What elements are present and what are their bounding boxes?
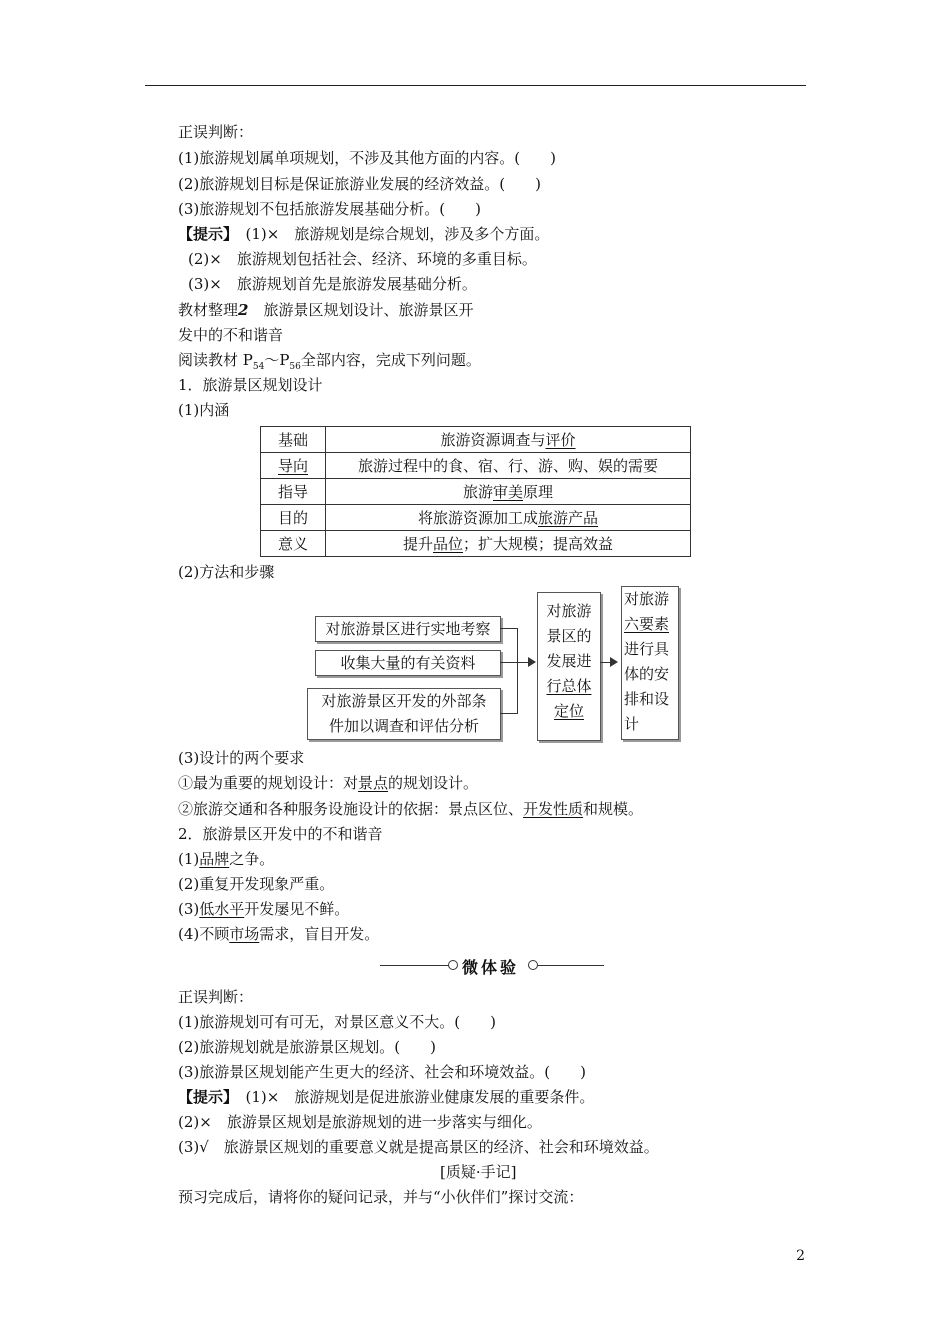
flow-line: 定位 bbox=[553, 702, 584, 720]
connector bbox=[500, 662, 530, 663]
flow-line: 六要素 bbox=[624, 615, 670, 633]
header-rule bbox=[145, 85, 806, 86]
notes-instruction: 预习完成后，请将你的疑问记录，并与“小伙伴们”探讨交流： bbox=[178, 1188, 584, 1206]
table-value bbox=[326, 453, 691, 479]
section-heading-post: 旅游景区规划设计、旅游景区开 bbox=[248, 301, 474, 319]
req1-underline: 景点 bbox=[358, 774, 389, 792]
req1-a: ①最为重要的规划设计：对 bbox=[178, 774, 359, 792]
d3-underline: 低水平 bbox=[199, 900, 245, 918]
req2-a: ②旅游交通和各种服务设施设计的依据：景点区位、 bbox=[178, 800, 524, 818]
table-key bbox=[261, 505, 326, 531]
connector bbox=[517, 628, 518, 714]
connotation-table bbox=[260, 426, 691, 557]
d1-a: (1) bbox=[178, 850, 200, 868]
table-row bbox=[261, 453, 691, 479]
flow-box-collect: 收集大量的有关资料 bbox=[315, 650, 501, 676]
hint-text: (1)× 旅游规划是综合规划，涉及多个方面。 bbox=[230, 225, 550, 243]
flow-box-external-l2: 件加以调查和评估分析 bbox=[328, 717, 479, 735]
section-heading bbox=[178, 300, 473, 320]
flow-line: 行总体 bbox=[546, 677, 592, 695]
item-1-heading: 1．旅游景区规划设计 bbox=[178, 376, 323, 394]
flow-line: 体的安 bbox=[624, 665, 670, 683]
question-2-1: (1)旅游规划可有可无，对景区意义不大。( ) bbox=[178, 1013, 496, 1031]
hint-tag-2: 【提示】 bbox=[178, 1088, 231, 1106]
table-key-text: 指导 bbox=[277, 483, 308, 501]
item-2-heading: 2．旅游景区开发中的不和谐音 bbox=[178, 825, 383, 843]
hint-1 bbox=[178, 224, 549, 244]
flow-line: 进行具 bbox=[624, 640, 670, 658]
flow-box-survey: 对旅游景区进行实地考察 bbox=[315, 616, 501, 642]
table-value-part: 旅游资源调查与 bbox=[440, 431, 546, 449]
reading-a: 阅读教材 P bbox=[178, 351, 253, 369]
table-value-part: 原理 bbox=[523, 483, 554, 501]
question-2-3: (3)旅游景区规划能产生更大的经济、社会和环境效益。( ) bbox=[178, 1063, 586, 1081]
hint-text-2: (1)× 旅游规划是促进旅游业健康发展的重要条件。 bbox=[230, 1088, 595, 1106]
divider-right bbox=[538, 965, 604, 966]
connector bbox=[500, 713, 517, 714]
flow-line: 对旅游 bbox=[546, 602, 592, 620]
table-value-part: 品位 bbox=[432, 535, 463, 553]
divider-dot bbox=[528, 960, 538, 970]
hint-2-1 bbox=[178, 1087, 594, 1107]
hint-3: (3)× 旅游规划首先是旅游发展基础分析。 bbox=[188, 275, 477, 293]
arrow-head-icon bbox=[528, 657, 536, 667]
table-key-text: 导向 bbox=[277, 457, 308, 475]
table-key bbox=[261, 531, 326, 557]
table-row bbox=[261, 505, 691, 531]
table-key-text: 意义 bbox=[277, 535, 308, 553]
discord-4 bbox=[178, 924, 379, 944]
reading-instruction bbox=[178, 350, 481, 377]
table-key bbox=[261, 479, 326, 505]
reading-c: 全部内容，完成下列问题。 bbox=[300, 351, 481, 369]
table-value-part: 提升 bbox=[402, 535, 433, 553]
hint-tag: 【提示】 bbox=[178, 225, 231, 243]
table-row bbox=[261, 531, 691, 557]
question-2: (2)旅游规划目标是保证旅游业发展的经济效益。( ) bbox=[178, 175, 541, 193]
table-value-part: 旅游 bbox=[462, 483, 493, 501]
item-1-3: (3)设计的两个要求 bbox=[178, 749, 305, 767]
judgement-heading-2: 正误判断： bbox=[178, 988, 254, 1006]
discord-3 bbox=[178, 899, 349, 919]
hint-2-2: (2)× 旅游景区规划是旅游规划的进一步落实与细化。 bbox=[178, 1113, 542, 1131]
table-row bbox=[261, 479, 691, 505]
question-3: (3)旅游规划不包括旅游发展基础分析。( ) bbox=[178, 200, 481, 218]
arrow-head-icon bbox=[610, 657, 618, 667]
flow-line: 发展进 bbox=[546, 652, 592, 670]
d1-underline: 品牌 bbox=[199, 850, 230, 868]
table-value bbox=[326, 479, 691, 505]
requirement-1 bbox=[178, 773, 478, 793]
flow-box-external bbox=[307, 688, 501, 740]
reading-sub1: 54 bbox=[252, 362, 265, 372]
reading-sub2: 56 bbox=[289, 362, 301, 372]
req2-b: 和规模。 bbox=[583, 800, 644, 818]
d4-b: 需求，盲目开发。 bbox=[259, 925, 380, 943]
section-number: 2 bbox=[238, 301, 249, 319]
flow-box-external-l1: 对旅游景区开发的外部条 bbox=[321, 692, 487, 710]
hint-2: (2)× 旅游规划包括社会、经济、环境的多重目标。 bbox=[188, 250, 537, 268]
flow-line: 对旅游 bbox=[624, 590, 670, 608]
table-value-part: 审美 bbox=[492, 483, 523, 501]
table-key-text: 基础 bbox=[277, 431, 308, 449]
table-value bbox=[326, 531, 691, 557]
section-heading-pre: 教材整理 bbox=[178, 301, 239, 319]
section-heading-cont: 发中的不和谐音 bbox=[178, 326, 284, 344]
req2-underline: 开发性质 bbox=[523, 800, 584, 818]
d4-a: (4)不顾 bbox=[178, 925, 230, 943]
d1-b: 之争。 bbox=[229, 850, 275, 868]
table-value-part: 评价 bbox=[545, 431, 576, 449]
flow-box-six-elements bbox=[621, 586, 679, 740]
notes-heading: [质疑·手记] bbox=[440, 1163, 517, 1181]
section-title: 微体验 bbox=[462, 958, 520, 977]
table-key-text: 目的 bbox=[277, 509, 308, 527]
table-row bbox=[261, 427, 691, 453]
table-value bbox=[326, 505, 691, 531]
flow-box-positioning bbox=[537, 592, 601, 741]
flow-line: 景区的 bbox=[546, 627, 592, 645]
d4-underline: 市场 bbox=[229, 925, 260, 943]
discord-2: (2)重复开发现象严重。 bbox=[178, 875, 335, 893]
judgement-heading: 正误判断： bbox=[178, 123, 254, 141]
d3-a: (3) bbox=[178, 900, 200, 918]
connector bbox=[500, 628, 517, 629]
item-1-2: (2)方法和步骤 bbox=[178, 563, 275, 581]
flow-line: 计 bbox=[624, 715, 640, 733]
table-value-part: ；扩大规模；提高效益 bbox=[463, 535, 614, 553]
item-1-1: (1)内涵 bbox=[178, 401, 230, 419]
question-2-2: (2)旅游规划就是旅游景区规划。( ) bbox=[178, 1038, 436, 1056]
table-value-part: 旅游过程中的食、宿、行、游、购、娱的需要 bbox=[357, 457, 658, 475]
requirement-2 bbox=[178, 799, 643, 819]
hint-2-3: (3)√ 旅游景区规划的重要意义就是提高景区的经济、社会和环境效益。 bbox=[178, 1138, 659, 1156]
table-value bbox=[326, 427, 691, 453]
question-1: (1)旅游规划属单项规划，不涉及其他方面的内容。( ) bbox=[178, 149, 556, 167]
table-value-part: 将旅游资源加工成 bbox=[417, 509, 538, 527]
page-number: 2 bbox=[796, 1248, 805, 1264]
req1-b: 的规划设计。 bbox=[388, 774, 479, 792]
table-value-part: 旅游产品 bbox=[538, 509, 599, 527]
reading-b: ～P bbox=[264, 351, 290, 369]
divider-left bbox=[380, 965, 450, 966]
divider-dot bbox=[448, 960, 458, 970]
discord-1 bbox=[178, 849, 274, 869]
table-key bbox=[261, 427, 326, 453]
table-key bbox=[261, 453, 326, 479]
flow-line: 排和设 bbox=[624, 690, 670, 708]
d3-b: 开发屡见不鲜。 bbox=[244, 900, 350, 918]
